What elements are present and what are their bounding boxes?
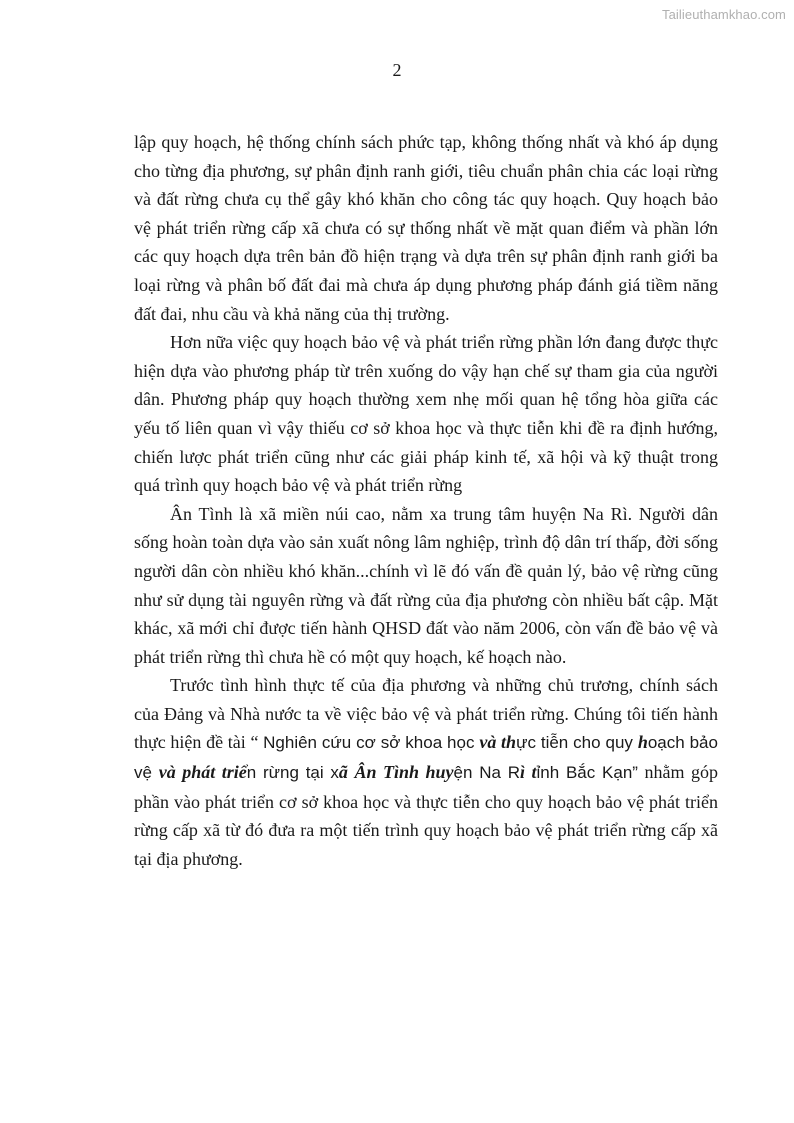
title-part-6: và phát triể <box>158 762 247 783</box>
title-part-5: oạch bảo vệ <box>134 733 718 783</box>
title-part-4: h <box>637 732 648 753</box>
page-number: 2 <box>392 60 402 80</box>
title-part-2: và th <box>479 732 517 753</box>
document-body <box>134 128 718 873</box>
paragraph-4 <box>134 671 718 873</box>
title-part-3: ực tiễn cho quy <box>516 733 638 753</box>
paragraph-1: lập quy hoạch, hệ thống chính sách phức tạp, không thống nhất và khó áp dụng cho từng địa phương, sự phân định ranh giới, tiêu chuẩn phân chia các loại rừng và đất rừng chưa cụ thể gây khó khăn cho công tác quy hoạch. Quy hoạch bảo vệ phát triển rừng cấp xã chưa có sự thống nhất về mặt quan điểm và phần lớn các quy hoạch dựa trên bản đồ hiện trạng và dựa trên sự phân định ranh giới ba loại rừng và phân bố đất đai mà chưa áp dụng phương pháp đánh giá tiềm năng đất đai, nhu cầu và khả năng của thị trường. <box>134 132 718 324</box>
title-part-1: Nghiên cứu cơ sở khoa học <box>263 733 480 753</box>
title-part-11: ỉnh Bắc Kạn” <box>536 763 638 783</box>
title-part-7: n rừng tại x <box>246 763 339 783</box>
paragraph-3: Ân Tình là xã miền núi cao, nằm xa trung tâm huyện Na Rì. Người dân sống hoàn toàn dựa vào sản xuất nông lâm nghiệp, trình độ dân trí thấp, đời sống người dân còn nhiều khó khăn...chính vì lẽ đó vấn đề quản lý, bảo vệ rừng cũng như sử dụng tài nguyên rừng và đất rừng của địa phương còn nhiều bất cập. Mặt khác, xã mới chỉ được tiến hành QHSD đất vào năm 2006, còn vấn đề bảo vệ và phát triển rừng thì chưa hề có một quy hoạch, kế hoạch nào. <box>134 503 718 667</box>
title-part-8: ã Ân Tình huy <box>338 762 454 783</box>
paragraph-4-intro: Trước tình hình thực tế của địa phương và những chủ trương, chính sách của Đảng và Nhà nước ta về việc bảo vệ và phát triển rừng. Chúng tôi tiến hành thực hiện đề tài “ <box>134 675 718 753</box>
paragraph-4-ending: nhằm góp phần vào phát triển cơ sở khoa học và thực tiễn cho quy hoạch bảo vệ phát triển rừng cấp xã từ đó đưa ra một tiến trình quy hoạch bảo vệ phát triển rừng cấp xã tại địa phương. <box>134 762 718 869</box>
title-part-9: ện Na R <box>453 763 520 783</box>
paragraph-2: Hơn nữa việc quy hoạch bảo vệ và phát triển rừng phần lớn đang được thực hiện dựa vào phương pháp từ trên xuống do vậy hạn chế sự tham gia của người dân. Phương pháp quy hoạch thường xem nhẹ mối quan hệ tổng hòa giữa các yếu tố liên quan vì vậy thiếu cơ sở khoa học và thực tiễn khi đề ra định hướng, chiến lược phát triển cũng như các giải pháp kinh tế, xã hội và kỹ thuật trong quá trình quy hoạch bảo vệ và phát triển rừng <box>134 332 718 496</box>
watermark-text: Tailieuthamkhao.com <box>661 7 786 22</box>
title-part-10: ì t <box>519 762 537 783</box>
